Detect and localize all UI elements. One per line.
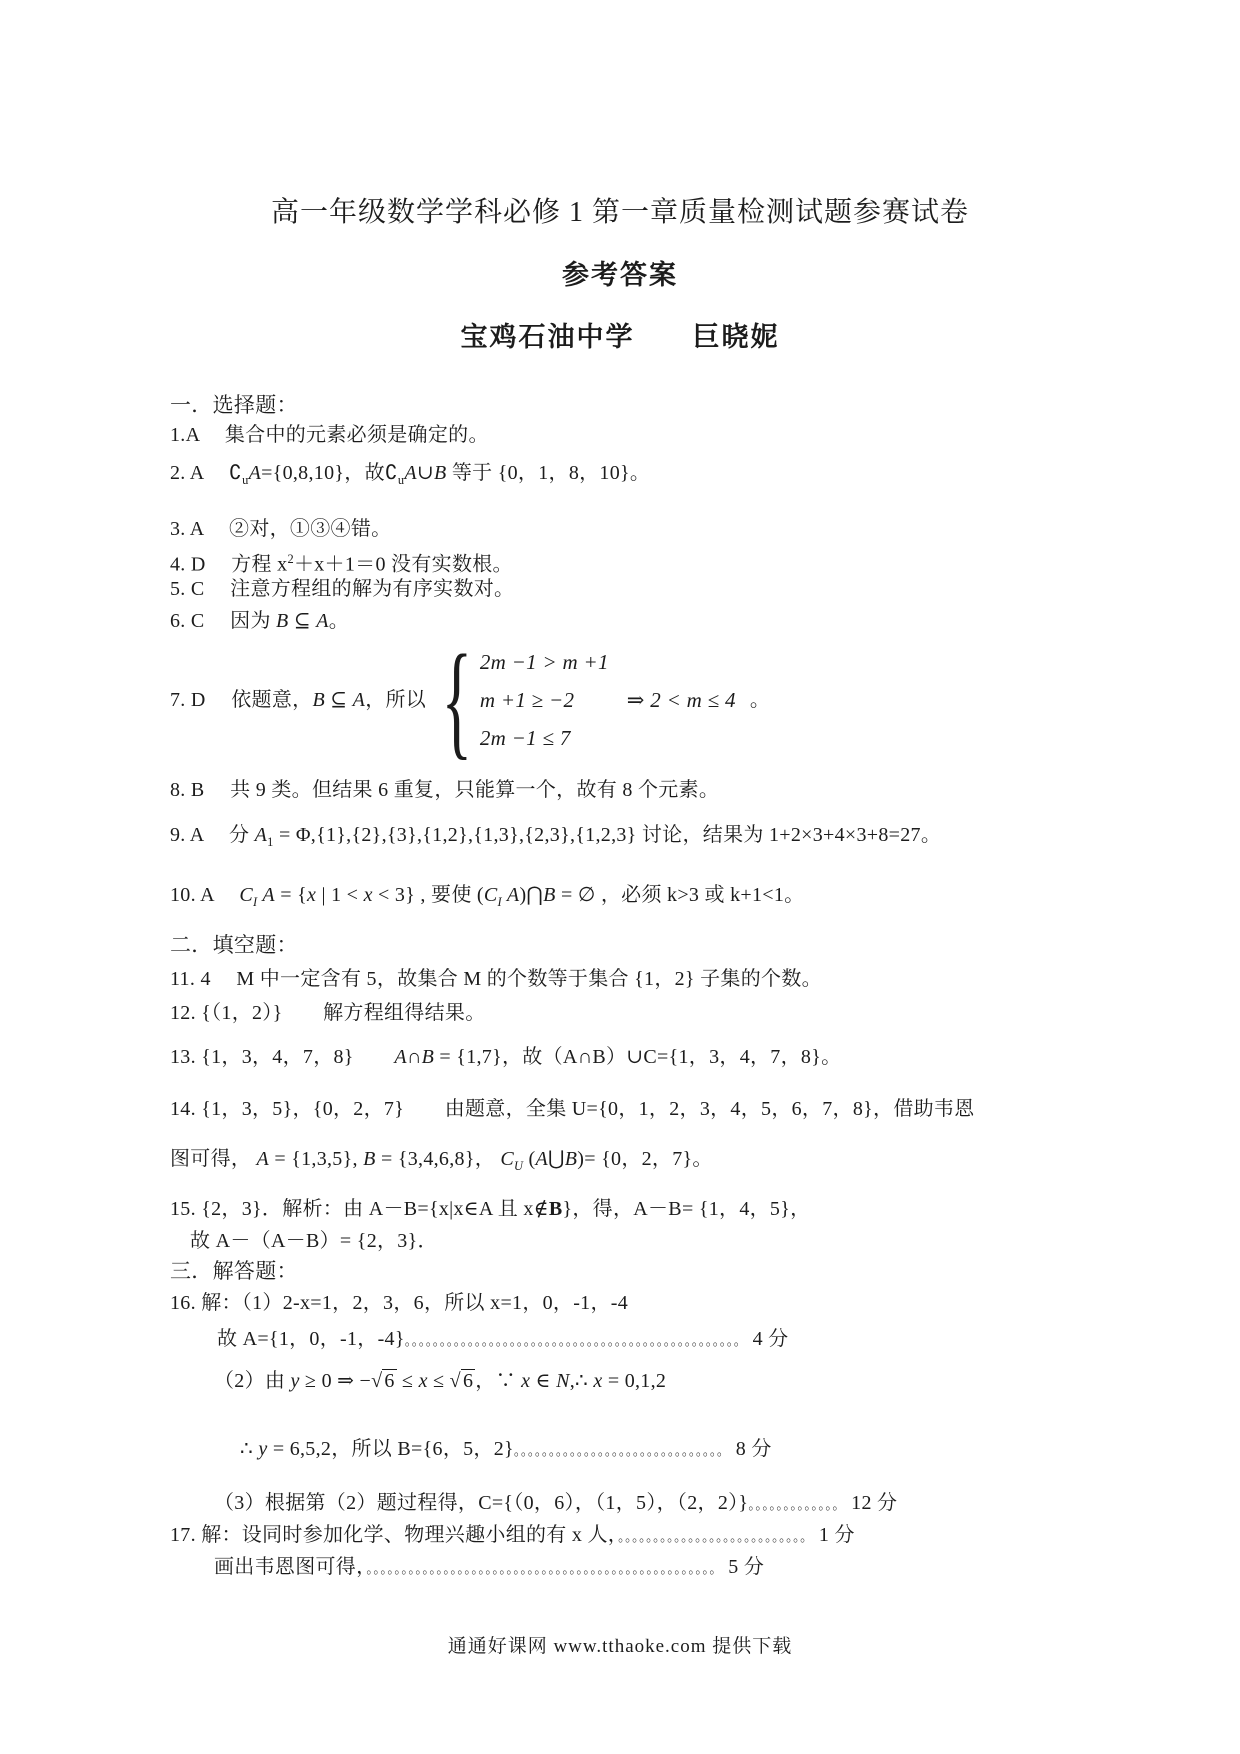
answer-q6: 6. C 因为 B ⊆ A。: [170, 610, 350, 632]
answer-q3: 3. A ②对，①③④错。: [170, 518, 392, 540]
section-heading-solve: 三．解答题：: [170, 1259, 298, 1283]
answer-q11: 11. 4 M 中一定含有 5，故集合 M 的个数等于集合 {1，2} 子集的个数。: [170, 968, 822, 990]
q7-system: [480, 650, 609, 750]
byline: 宝鸡石油中学 巨晓妮: [460, 322, 780, 352]
q7-eq2: m +1 ≥ −2: [479, 688, 575, 712]
answer-q10: 10. A $C_I$ A = {x | 1 < x < 3} , 要使 ($C_I$ A)⋂B = ∅ ，必须 k>3 或 k+1<1。: [170, 884, 805, 909]
answer-q17-line2: 画出韦恩图可得，。。。。。。。。。。。。。。。。。。。。。。。。。。。。。。。。。。。。。。。。。。。。。。。。。。 5 分: [214, 1556, 765, 1578]
answer-q17-line1: 17. 解：设同时参加化学、物理兴趣小组的有 x 人，。。。。。。。。。。。。。。。。。。。。。。。。。。。 1 分: [170, 1524, 855, 1546]
footer: 通通好课网 www.tthaoke.com 提供下载: [447, 1636, 793, 1657]
answer-q14-line1: 14. {1，3，5}，{0，2，7} 由题意，全集 U={0，1，2，3，4，5，6，7，8}，借助韦恩: [170, 1098, 975, 1120]
answer-q16-line1: 16. 解：（1）2-x=1，2，3，6，所以 x=1，0，-1，-4: [170, 1292, 629, 1314]
answer-q12: 12. {（1，2）} 解方程组得结果。: [170, 1002, 486, 1024]
answer-q16-line5: （3）根据第（2）题过程得，C={（0，6），（1，5），（2，2）}。。。。。。。。。。。。。 12 分: [214, 1492, 898, 1514]
answer-q13: 13. {1，3，4，7，8} A∩B = {1,7}，故（A∩B）∪C={1，3，4，7，8}。: [170, 1046, 842, 1068]
answer-q16-line3: （2）由 y ≥ 0 ⇒ −√ 6 ≤ x ≤ √ 6 ，∵ x ∈ N,∴ x = 0,1,2: [214, 1370, 667, 1392]
q7-eq1: 2m −1 > m +1: [479, 650, 609, 674]
q7-prefix: 7. D 依题意，: [170, 689, 313, 711]
answer-q15-line2: 故 A－（A－B）= {2，3}．: [190, 1230, 438, 1252]
answer-q2: 2. A $∁_uA=\{0,8,10\}$，故$∁_uA\cup B$ 等于 {0，1，8，10}。: [170, 462, 651, 487]
answer-q16-line4: ∴ y = 6,5,2，所以 B={6，5，2}。。。。。。。。。。。。。。。。。。。。。。。。。。。。。。 8 分: [240, 1438, 772, 1460]
q7-condition: B ⊆ A，所以: [312, 689, 427, 711]
left-brace: {: [441, 629, 473, 771]
answer-q14-line2: 图可得， A = {1,3,5}, B = {3,4,6,8}， $C_U$ (A⋃B)= {0，2，7}。: [170, 1148, 713, 1173]
answer-q4: 4. D 方程 $x^2+x+1=0$ 没有实数根。: [170, 552, 513, 576]
section-heading-fill: 二．填空题：: [170, 933, 298, 957]
section-heading-choice: 一．选择题：: [170, 393, 298, 417]
answer-q5: 5. C 注意方程组的解为有序实数对。: [170, 578, 515, 600]
q7-eq3: 2m −1 ≤ 7: [479, 726, 571, 750]
page-subtitle: 参考答案: [562, 260, 678, 290]
answer-q1: 1.A 集合中的元素必须是确定的。: [170, 424, 489, 446]
answer-q9: 9. A 分 $A_1 = \Phi,\{1\},\{2\},\{3\},\{1,2\},\{1,3\},\{2,3\},\{1,2,3\}$ 讨论，结果为 1+2×3+4×3+8=27。: [170, 824, 942, 849]
q7-end-punct: 。: [749, 689, 771, 711]
answer-q8: 8. B 共 9 类。但结果 6 重复，只能算一个，故有 8 个元素。: [170, 779, 720, 801]
answer-q16-line2: 故 A={1，0，-1，-4}。。。。。。。。。。。。。。。。。。。。。。。。。。。。。。。。。。。。。。。。。。。。。。。。 4 分: [217, 1328, 789, 1350]
answer-q7: [170, 629, 771, 771]
answer-q15-line1: 15. {2，3}．解析：由 A－B={x|x∈A 且 x∉B}，得，A－B= {1，4，5}，: [170, 1198, 811, 1220]
q7-result: ⇒ 2 < m ≤ 4: [626, 688, 736, 712]
page-title: 高一年级数学学科必修 1 第一章质量检测试题参赛试卷: [270, 197, 969, 228]
